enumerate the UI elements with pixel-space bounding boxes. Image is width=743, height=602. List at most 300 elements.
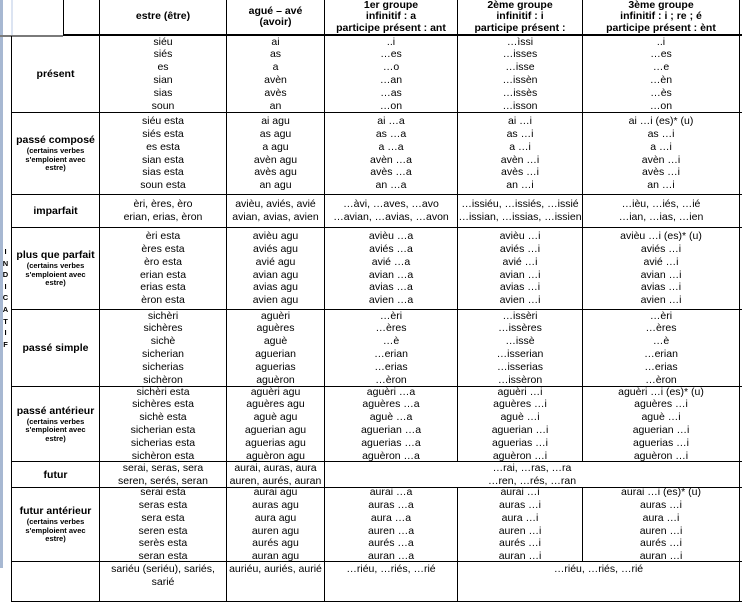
cell-line: …èron [375, 373, 407, 386]
cell-line: agué – avé [248, 4, 303, 17]
cell-line: participe présent : ant [336, 21, 446, 34]
cell-line: …rai, …ras, …ra [492, 461, 572, 474]
cell-line: …ìssi [506, 35, 534, 48]
cell-line: sera esta [141, 511, 185, 524]
table-row [11, 562, 742, 602]
cell-line: …on [379, 99, 403, 112]
cell-line: auriéu, auriés, aurié [229, 563, 322, 575]
cell-line: …àvi, …aves, …avo [343, 198, 439, 211]
cell-line: an …i [647, 179, 675, 192]
conjugation-cell [100, 562, 227, 601]
conjugation-cell [325, 488, 458, 561]
cell-line: an …a [375, 179, 407, 192]
conjugation-cell [583, 488, 740, 561]
cell-line: aguèri …i (es)* (u) [618, 385, 704, 398]
conjugation-table [11, 0, 742, 602]
cell-line: avien …a [368, 294, 414, 307]
cell-line: a [272, 61, 279, 74]
cell-line: auras …i [498, 498, 541, 511]
cell-line: as …i [506, 127, 534, 140]
cell-line: seran esta [138, 550, 188, 563]
cell-line: auras …i [639, 498, 682, 511]
cell-line: avèn …a [369, 153, 413, 166]
cell-line: es esta [146, 140, 180, 153]
tense-note: (certains verbes s'emploient avec estre) [25, 517, 86, 544]
vertical-label-letter: F [3, 339, 8, 349]
cell-line: ères esta [141, 242, 185, 255]
cell-line: avias agu [253, 281, 298, 294]
cell-line: 1er groupe [363, 0, 419, 11]
cell-line: avès …i [642, 166, 680, 179]
cell-line: …è [652, 335, 670, 348]
cell-line: ai …i (es)* (u) [628, 115, 694, 128]
conjugation-cell [227, 228, 325, 309]
cell-line: aguèron …i [492, 449, 548, 462]
cell-line: avian …i [499, 268, 541, 281]
cell-line: …riéu, …riés, …rié [346, 563, 436, 575]
cell-line: aguerias agu [245, 436, 306, 449]
cell-line: erian esta [139, 268, 187, 281]
cell-line: avèn agu [253, 153, 298, 166]
cell-line: avien …i [640, 294, 682, 307]
cell-line: avièu, aviés, avié [235, 198, 316, 211]
table-header-row [63, 0, 742, 36]
header-column-title [458, 0, 583, 34]
conjugation-cell [325, 562, 458, 601]
cell-line: …ièu, …iés, …ié [621, 198, 701, 211]
conjugation-cell [325, 462, 740, 487]
cell-line: avian agu [252, 268, 299, 281]
conjugation-cell [583, 228, 740, 309]
header-column-title [583, 0, 740, 34]
cell-line: sias [153, 86, 173, 99]
cell-line: èro esta [144, 255, 182, 268]
cell-line: sichè [150, 335, 176, 348]
cell-line: avié …i [502, 255, 538, 268]
header-column-title [325, 0, 458, 34]
tense-label-cell [11, 195, 100, 227]
cell-line: sian [153, 74, 173, 86]
header-column-title [227, 0, 325, 34]
conjugation-cell [100, 488, 227, 561]
conjugation-cell [227, 310, 325, 386]
cell-line: aura …i [501, 511, 539, 524]
cell-line: auran …i [498, 550, 542, 563]
cell-line: infinitif : a [365, 10, 417, 23]
cell-line: a …i [509, 140, 531, 153]
header-empty-cell [63, 0, 100, 34]
conjugation-cell [100, 113, 227, 194]
cell-line: siéu esta [141, 115, 185, 128]
cell-line: seren, serés, seran [118, 474, 208, 487]
tense-label-cell [11, 462, 100, 487]
cell-line: infinitif : i ; re ; é [620, 10, 702, 23]
cell-line: auren, aurés, auran [229, 474, 322, 487]
table-row [11, 36, 742, 113]
cell-line: ai [271, 35, 280, 48]
tense-label-cell [11, 228, 100, 309]
conjugation-cell [227, 562, 325, 601]
cell-line: …erian [374, 348, 408, 360]
cell-line: serai esta [140, 486, 186, 499]
cell-line: avias …i [640, 281, 682, 294]
conjugation-cell [100, 310, 227, 386]
conjugation-cell [100, 195, 227, 227]
cell-line: a …a [378, 140, 404, 153]
cell-line: …ian, …ias, …ien [618, 211, 704, 223]
cell-line: sariéu (seriéu), sariés, sarié [111, 563, 215, 588]
conjugation-cell [325, 195, 458, 227]
cell-line: aguerias [255, 360, 296, 373]
cell-line: avié …a [371, 255, 411, 268]
tense-label: imparfait [33, 205, 78, 217]
tense-label: passé composé [16, 134, 95, 147]
cell-line: sichères [143, 322, 183, 335]
cell-line: estre (être) [135, 10, 191, 23]
cell-line: aguèri agu [250, 385, 301, 398]
cell-line: sicherian esta [130, 424, 196, 436]
conjugation-cell [458, 195, 583, 227]
cell-line: èri, ères, èro [133, 198, 193, 211]
cell-line: ..i [656, 35, 666, 48]
cell-line: avias …i [499, 281, 541, 294]
cell-line: avès …a [370, 166, 412, 179]
cell-line: serès esta [138, 537, 188, 550]
conjugation-cell [583, 310, 740, 386]
tense-label-cell [11, 488, 100, 561]
cell-line: …issè [505, 335, 535, 348]
cell-line: soun esta [140, 179, 186, 192]
cell-line: auras …a [368, 498, 414, 511]
cell-line: avièu …i (es)* (u) [620, 230, 702, 243]
cell-line: …èron [645, 373, 677, 386]
cell-line: avié …i [643, 255, 679, 268]
conjugation-cell [325, 387, 458, 461]
tense-label: plus que parfait [16, 249, 95, 262]
cell-line: …isson [502, 99, 538, 112]
tense-label: futur [43, 468, 68, 481]
cell-line: aguères agu [246, 398, 305, 411]
tense-label-cell [11, 36, 100, 112]
cell-line: erias esta [140, 281, 186, 294]
cell-line: aguères …a [362, 398, 420, 411]
conjugation-cell [227, 195, 325, 227]
cell-line: sichèron esta [131, 449, 195, 462]
cell-line: aguerian …a [360, 424, 422, 436]
cell-line: …èri [379, 309, 403, 322]
conjugation-cell [325, 310, 458, 386]
cell-line: avèn …i [641, 153, 681, 166]
conjugation-cell [458, 488, 583, 561]
cell-line: auren …i [639, 524, 683, 537]
cell-line: sicherias esta [130, 436, 196, 449]
cell-line: aguèron [256, 373, 295, 386]
cell-line: avien …i [499, 294, 541, 307]
conjugation-cell [458, 113, 583, 194]
tense-label-cell [11, 387, 100, 461]
cell-line: …ères [645, 322, 677, 335]
cell-line: …erias [374, 360, 408, 373]
tense-label-cell [11, 310, 100, 386]
cell-line: aviés …a [369, 242, 413, 255]
tense-label: passé antérieur [16, 404, 95, 417]
cell-line: aura …a [370, 511, 412, 524]
table-row [11, 228, 742, 310]
cell-line: sicherian [141, 348, 185, 360]
cell-line: aguè …i [500, 411, 540, 424]
conjugation-cell [583, 36, 740, 112]
cell-line: seren esta [138, 524, 188, 537]
cell-line: an …i [506, 179, 534, 192]
cell-line: aguerias …i [491, 436, 549, 449]
cell-line: as …i [647, 127, 675, 140]
cell-line: …isserian [496, 348, 544, 360]
cell-line: seras esta [138, 498, 188, 511]
conjugation-cell [458, 562, 740, 601]
cell-line: siés [153, 48, 173, 61]
cell-line: auras agu [252, 498, 299, 511]
cell-line: …o [382, 61, 400, 74]
cell-line: èri esta [145, 230, 181, 243]
cell-line: aviés …i [499, 242, 541, 255]
tense-note: (certains verbes s'emploient avec estre) [25, 146, 86, 173]
cell-line: sicherias [142, 360, 184, 373]
tense-label-cell [11, 113, 100, 194]
conjugation-cell [227, 462, 325, 487]
tense-label: présent [36, 68, 75, 80]
cell-line: ..i [386, 35, 396, 48]
cell-line: aurés …i [639, 537, 682, 550]
vertical-indicatif-label [0, 246, 11, 350]
cell-line: sichè esta [139, 411, 187, 424]
cell-line: …e [652, 61, 670, 74]
cell-line: 3ème groupe [628, 0, 694, 11]
conjugation-cell [100, 462, 227, 487]
tense-label-cell [11, 562, 100, 601]
cell-line: …issian, …issias, …issien [458, 211, 582, 223]
cell-line: auran …i [639, 550, 683, 563]
cell-line: auran agu [251, 550, 300, 563]
cell-line: auran …a [367, 550, 415, 563]
cell-line: participe présent : [474, 21, 566, 34]
cell-line: avèn …i [500, 153, 540, 166]
cell-line: participe présent : ènt [606, 21, 716, 34]
conjugation-cell [100, 387, 227, 461]
conjugation-cell [583, 387, 740, 461]
cell-line: …as [380, 86, 402, 99]
cell-line: aguerias …i [632, 436, 690, 449]
cell-line: …isserias [496, 360, 544, 373]
cell-line: avès …i [501, 166, 539, 179]
cell-line: …es [380, 48, 402, 61]
tense-note: (certains verbes s'emploient avec estre) [25, 416, 86, 443]
table-row [11, 113, 742, 195]
cell-line: aurai …i (es)* (u) [621, 486, 701, 499]
cell-line: aguèri …i [497, 385, 543, 398]
conjugation-cell [583, 195, 740, 227]
cell-line: aguerian [255, 348, 296, 360]
cell-line: avièu agu [252, 230, 299, 243]
cell-line: …ères [375, 322, 407, 335]
cell-line: aguerias …a [361, 436, 421, 449]
cell-line: avien agu [252, 294, 299, 307]
conjugation-cell [325, 228, 458, 309]
cell-line: infinitif : i [496, 10, 544, 23]
cell-line: soun [151, 99, 175, 112]
cell-line: ai agu [261, 115, 290, 128]
table-row [11, 488, 742, 562]
cell-line: sichèron [143, 373, 183, 386]
cell-line: aguères [256, 322, 295, 335]
conjugation-cell [458, 310, 583, 386]
cell-line: …èri [649, 309, 673, 322]
cell-line: avian, avias, avien [232, 211, 319, 223]
vertical-label-letter: T [3, 316, 8, 326]
cell-line: siés esta [142, 127, 184, 140]
cell-line: aurés agu [252, 537, 299, 550]
cell-line: ai …i [508, 115, 532, 128]
cell-line: …on [649, 99, 673, 112]
table-row [11, 310, 742, 387]
conjugation-cell [227, 113, 325, 194]
cell-line: …ren, …rés, …ran [487, 474, 577, 487]
cell-line: as …a [375, 127, 407, 140]
table-row [11, 387, 742, 462]
tense-label: passé simple [22, 342, 89, 354]
cell-line: a agu [262, 140, 289, 153]
table-body [11, 36, 742, 602]
table-row [11, 195, 742, 228]
cell-line: avian …i [640, 268, 682, 281]
cell-line: avièu …a [368, 230, 414, 243]
cell-line: sian esta [141, 153, 185, 166]
vertical-label-letter: I [4, 328, 7, 338]
tense-label: futur antérieur [19, 505, 92, 518]
conjugation-cell [458, 228, 583, 309]
cell-line: auren …a [367, 524, 415, 537]
conjugation-cell [227, 36, 325, 112]
cell-line: èron esta [141, 294, 185, 307]
cell-line: ai …a [377, 115, 405, 128]
conjugation-cell [100, 36, 227, 112]
vertical-label-letter: C [2, 293, 9, 303]
cell-line: (avoir) [259, 16, 292, 28]
cell-line: …avian, …avias, …avon [333, 211, 449, 223]
conjugation-cell [325, 36, 458, 112]
cell-line: aguères …i [493, 398, 547, 411]
cell-line: aura …i [642, 511, 680, 524]
cell-line: …isse [505, 61, 535, 74]
cell-line: aguèron …i [633, 449, 689, 462]
cell-line: aguè agu [253, 411, 298, 424]
conjugation-cell [325, 113, 458, 194]
cell-line: as [269, 48, 282, 61]
cell-line: aguèri …a [366, 385, 416, 398]
cell-line: aguè …a [369, 411, 413, 424]
cell-line: aguè [263, 335, 288, 348]
conjugation-cell [458, 36, 583, 112]
cell-line: sichèri [147, 309, 179, 322]
vertical-label-letter: I [4, 281, 7, 291]
cell-line: …èn [649, 74, 673, 86]
cell-line: avièu …i [499, 230, 541, 243]
cell-line: …isses [502, 48, 538, 61]
cell-line: auren agu [251, 524, 300, 537]
cell-line: aviés agu [253, 242, 298, 255]
cell-line: …erias [644, 360, 678, 373]
conjugation-cell [227, 488, 325, 561]
vertical-label-letter: N [2, 258, 9, 268]
cell-line: avès agu [254, 166, 297, 179]
cell-line: aguèron …a [362, 449, 420, 462]
cell-line: aguèri [260, 309, 291, 322]
cell-line: …issères [498, 322, 542, 335]
cell-line: aurés …a [368, 537, 414, 550]
vertical-label-letter: D [2, 270, 9, 280]
cell-line: aguerian …i [491, 424, 549, 436]
conjugation-cell [100, 228, 227, 309]
conjugation-cell [583, 113, 740, 194]
cell-line: …issèn [502, 74, 538, 86]
conjugation-cell [227, 387, 325, 461]
cell-line: …erian [644, 348, 678, 360]
header-column-title [100, 0, 227, 34]
cell-line: aguerian agu [244, 424, 307, 436]
vertical-label-letter: A [2, 304, 9, 314]
vertical-label-letter: I [4, 247, 7, 256]
cell-line: aurai …a [369, 486, 413, 499]
cell-line: sichèri esta [136, 385, 190, 398]
cell-line: erian, erias, èron [123, 211, 203, 223]
cell-line: auren …i [498, 524, 542, 537]
cell-line: aguères …i [634, 398, 688, 411]
cell-line: aurés …i [498, 537, 541, 550]
cell-line: es [157, 61, 169, 74]
cell-line: an [269, 99, 282, 112]
cell-line: aurai, auras, aura [234, 461, 317, 474]
cell-line: aviés …i [640, 242, 682, 255]
cell-line: serai, seras, sera [122, 461, 204, 474]
cell-line: …es [650, 48, 672, 61]
conjugation-cell [458, 387, 583, 461]
cell-line: …an [379, 74, 403, 86]
cell-line: aguerian …i [632, 424, 690, 436]
cell-line: aguè …i [641, 411, 681, 424]
cell-line: aura agu [254, 511, 297, 524]
cell-line: aguèron agu [246, 449, 305, 462]
cell-line: sias esta [142, 166, 184, 179]
cell-line: aurai agu [253, 486, 298, 499]
cell-line: …ès [650, 86, 672, 99]
cell-line: 2ème groupe [487, 0, 553, 11]
cell-line: as agu [259, 127, 292, 140]
tense-note: (certains verbes s'emploient avec estre) [25, 261, 86, 288]
cell-line: avèn [264, 74, 287, 86]
cell-line: …issèron [497, 373, 543, 386]
cell-line: siéu [153, 35, 173, 48]
cell-line: …issèri [502, 309, 538, 322]
cell-line: sichères esta [132, 398, 194, 411]
cell-line: avié agu [255, 255, 296, 268]
cell-line: aurai …i [500, 486, 540, 499]
cell-line: a …i [650, 140, 672, 153]
cell-line: avias …a [369, 281, 413, 294]
cell-line: …issès [502, 86, 538, 99]
cell-line: avian …a [368, 268, 414, 281]
cell-line: an agu [259, 179, 292, 192]
cell-line: …issiéu, …issiés, …issié [461, 198, 579, 211]
table-row [11, 462, 742, 488]
